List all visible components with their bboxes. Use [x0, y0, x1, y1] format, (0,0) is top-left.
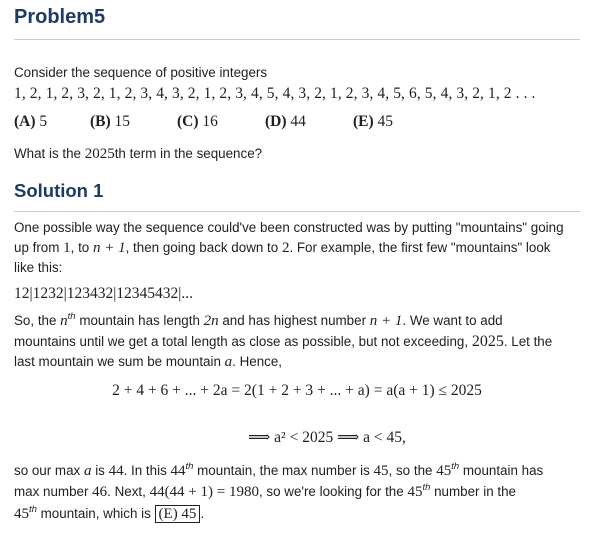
solution-p2-line3: last mountain we sum be mountain a. Hence, [14, 354, 283, 370]
mountains-example: 12|1232|123432|12345432|... [14, 285, 194, 302]
equation-sum: 2 + 4 + 6 + ... + 2a = 2(1 + 2 + 3 + ... + a) = a(a + 1) ≤ 2025 [112, 382, 482, 399]
equation-bound: ⟹ a² < 2025 ⟹ a < 45, [248, 429, 406, 446]
question: What is the 2025th term in the sequence? [14, 146, 263, 162]
choice-e: (E) 45 [353, 113, 394, 130]
solution-p3-line3: 45th mountain, which is (E) 45 . [14, 504, 205, 522]
problem-heading: Problem5 [14, 6, 106, 28]
choice-b: (B) 15 [90, 113, 131, 130]
choice-d: (D) 44 [265, 113, 306, 130]
solution-p1-line3: like this: [14, 260, 63, 275]
solution-p1-line2: up from 1, to n + 1, then going back down to 2. For example, the first few "mountains" look [14, 240, 551, 256]
solution-p3-line2: max number 46. Next, 44(44 + 1) = 1980, so we're looking for the 45th number in the [14, 482, 516, 500]
solution-heading: Solution 1 [14, 180, 104, 201]
problem-intro: Consider the sequence of positive integers [14, 65, 268, 80]
solution-rule [14, 211, 580, 212]
solution-p1-line1: One possible way the sequence could've been constructed was by putting "mountains" going [14, 220, 564, 235]
choice-a: (A) 5 [14, 113, 48, 130]
solution-p3-line1: so our max a is 44. In this 44th mountain, the max number is 45, so the 45th mountain has [14, 461, 544, 479]
sequence: 1, 2, 1, 2, 3, 2, 1, 2, 3, 4, 3, 2, 1, 2, 3, 4, 5, 4, 3, 2, 1, 2, 3, 4, 5, 6, 5, 4, 3, 2, 1, 2 . . . [14, 85, 536, 102]
heading-rule [14, 39, 580, 40]
final-answer-box: (E) 45 [155, 505, 201, 523]
choice-c: (C) 16 [177, 113, 218, 130]
solution-p2-line2: mountains until we get a total length as close as possible, but not exceeding, 2025. Let the [14, 333, 553, 350]
solution-p2-line1: So, the $n^{th}$ mountain has length 2n and has highest number n + 1. We want to add [14, 311, 503, 329]
answer-choices [14, 112, 393, 132]
